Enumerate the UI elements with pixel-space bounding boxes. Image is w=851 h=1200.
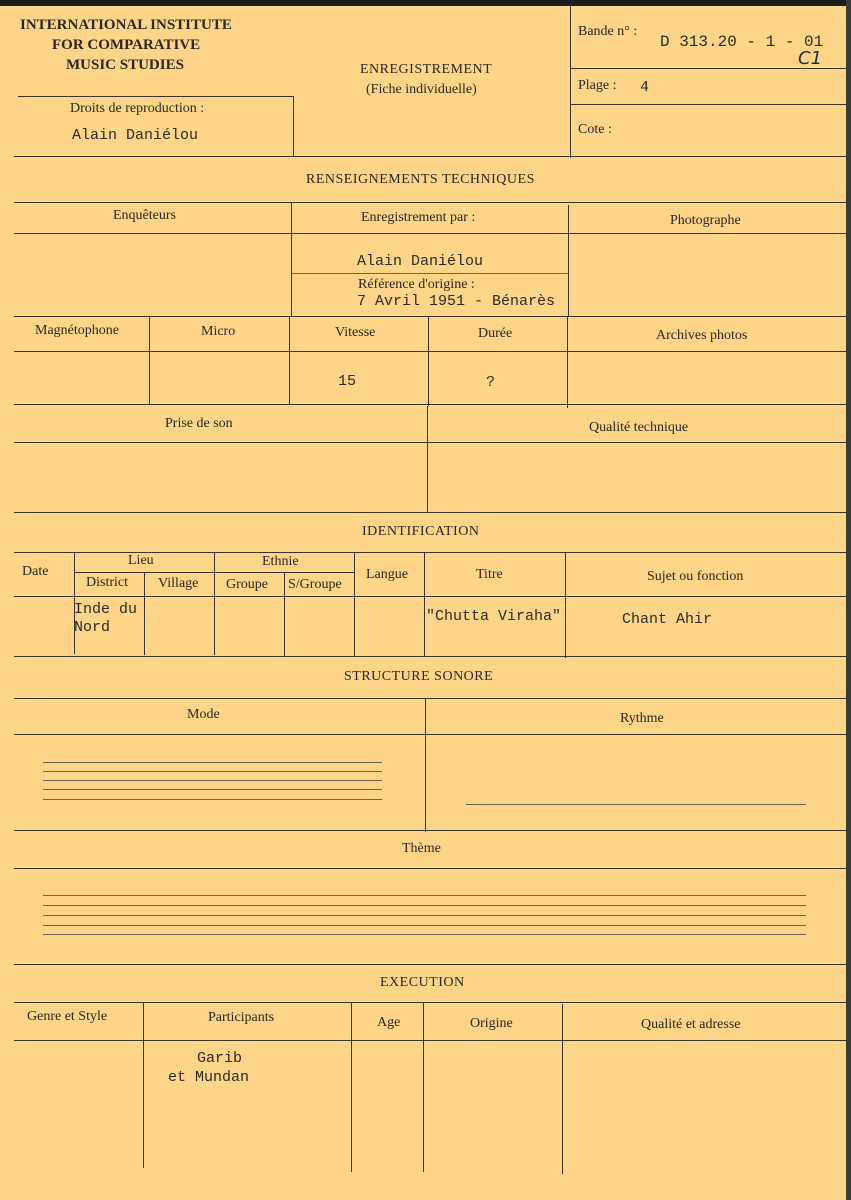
rights-label: Droits de reproduction :: [70, 101, 205, 116]
tech-row3-subline: [14, 442, 848, 443]
titre-label: Titre: [476, 567, 503, 582]
duree-label: Durée: [478, 326, 513, 341]
mode-line-2: [43, 771, 382, 772]
tech-row2-subline: [14, 351, 848, 352]
structure-subheader-line: [14, 734, 848, 735]
theme-line-5: [43, 934, 806, 935]
ident-col-groupe: [284, 572, 285, 656]
institute-line-3: MUSIC STUDIES: [66, 57, 184, 73]
tech-col-2: [568, 205, 569, 317]
structure-col: [425, 698, 426, 832]
rythme-line: [466, 804, 806, 805]
participants-value-line-2: et Mundan: [168, 1069, 250, 1086]
mode-line-3: [43, 780, 382, 781]
tech-row2-col-3: [428, 316, 429, 406]
sujet-label: Sujet ou fonction: [647, 569, 744, 584]
duree-value: ?: [486, 374, 496, 391]
ethnie-label: Ethnie: [262, 554, 299, 569]
vitesse-label: Vitesse: [335, 325, 376, 340]
institute-line-1: INTERNATIONAL INSTITUTE: [20, 17, 232, 33]
exec-col-4: [562, 1004, 563, 1174]
tape-line-2: [570, 104, 849, 105]
qualite-technique-label: Qualité technique: [589, 420, 689, 435]
ident-subheader-line: [14, 596, 848, 597]
micro-label: Micro: [201, 324, 236, 339]
prise-label: Prise de son: [165, 416, 233, 431]
langue-label: Langue: [366, 567, 408, 582]
rights-right-line: [293, 96, 294, 156]
reference-label: Référence d'origine :: [358, 277, 475, 292]
district-label: District: [86, 575, 128, 590]
execution-top-line: [14, 964, 848, 965]
lieu-label: Lieu: [128, 553, 154, 568]
exec-col-1: [143, 1002, 144, 1168]
magnetophone-label: Magnétophone: [35, 323, 119, 338]
ident-col-titre: [565, 552, 566, 658]
theme-line-3: [43, 915, 806, 916]
exec-subheader-line: [14, 1040, 848, 1041]
theme-line-4: [43, 925, 806, 926]
theme-top-line: [14, 830, 848, 831]
qualite-adresse-label: Qualité et adresse: [641, 1017, 741, 1032]
district-value-line-1: Inde du: [74, 601, 138, 618]
theme-line-2: [43, 905, 806, 906]
technical-heading-line: [14, 202, 848, 203]
ident-col-lieu: [214, 552, 215, 655]
tech-row3-col: [427, 406, 428, 512]
enregistrement-label: Enregistrement par :: [361, 210, 476, 225]
bande-handwritten-note: C1: [798, 48, 823, 69]
form-subtitle: (Fiche individuelle): [366, 82, 477, 97]
plage-value: 4: [640, 79, 650, 96]
tech-row2-col-4: [567, 316, 568, 408]
groupe-label: Groupe: [226, 577, 268, 592]
exec-col-3: [423, 1002, 424, 1172]
exec-col-2: [351, 1002, 352, 1172]
ident-col-district: [144, 572, 145, 655]
form-title: ENREGISTREMENT: [360, 62, 493, 77]
scan-top-edge: [0, 0, 851, 6]
mode-line-4: [43, 789, 382, 790]
structure-heading: STRUCTURE SONORE: [344, 669, 494, 684]
village-label: Village: [158, 576, 199, 591]
age-label: Age: [377, 1015, 401, 1030]
bande-label: Bande n° :: [578, 24, 638, 39]
institute-line-2: FOR COMPARATIVE: [52, 37, 201, 53]
identification-heading: IDENTIFICATION: [362, 524, 480, 539]
archives-label: Archives photos: [656, 328, 748, 343]
theme-heading-line: [14, 868, 848, 869]
tech-row-3-line: [14, 404, 848, 405]
date-label: Date: [22, 564, 49, 579]
origine-label: Origine: [470, 1016, 513, 1031]
enregistrement-value: Alain Daniélou: [357, 253, 484, 270]
participants-label: Participants: [208, 1010, 275, 1025]
plage-label: Plage :: [578, 78, 617, 93]
execution-heading-line: [14, 1002, 848, 1003]
cote-label: Cote :: [578, 122, 612, 137]
tech-subheader-line: [14, 233, 848, 234]
rythme-label: Rythme: [620, 711, 664, 726]
ident-col-langue: [424, 552, 425, 656]
structure-heading-line: [14, 698, 848, 699]
tech-col-1: [291, 202, 292, 316]
theme-line-1: [43, 895, 806, 896]
rights-value: Alain Daniélou: [72, 127, 199, 144]
structure-top-line: [14, 656, 848, 657]
rights-top-line: [18, 96, 294, 97]
titre-value: "Chutta Viraha": [426, 608, 562, 625]
mode-line-5: [43, 799, 382, 800]
ident-col-ethnie: [354, 552, 355, 656]
enregistrement-underline: [292, 273, 568, 274]
bande-value: D 313.20 - 1 - 01: [660, 33, 824, 51]
tape-box-left-line: [570, 6, 571, 158]
theme-label: Thème: [402, 841, 441, 856]
sgroupe-label: S/Groupe: [288, 577, 342, 592]
identification-top-line: [14, 512, 848, 513]
district-value-line-2: Nord: [74, 619, 111, 636]
mode-label: Mode: [187, 707, 220, 722]
technical-heading: RENSEIGNEMENTS TECHNIQUES: [306, 172, 535, 187]
enqueteurs-label: Enquêteurs: [113, 208, 176, 223]
header-bottom-line: [14, 156, 848, 157]
reference-value: 7 Avril 1951 - Bénarès: [357, 293, 556, 310]
execution-heading: EXECUTION: [380, 975, 465, 990]
genre-label: Genre et Style: [27, 1009, 108, 1024]
mode-line-1: [43, 762, 382, 763]
participants-value-line-1: Garib: [197, 1050, 243, 1067]
tech-row-2-line: [14, 316, 848, 317]
tape-line-1: [570, 68, 849, 69]
tech-row2-col-2: [289, 316, 290, 404]
tech-row2-col-1: [149, 316, 150, 404]
scan-right-edge: [846, 0, 851, 1200]
photographe-label: Photographe: [670, 213, 741, 228]
sujet-value: Chant Ahir: [622, 611, 713, 628]
vitesse-value: 15: [338, 373, 357, 390]
